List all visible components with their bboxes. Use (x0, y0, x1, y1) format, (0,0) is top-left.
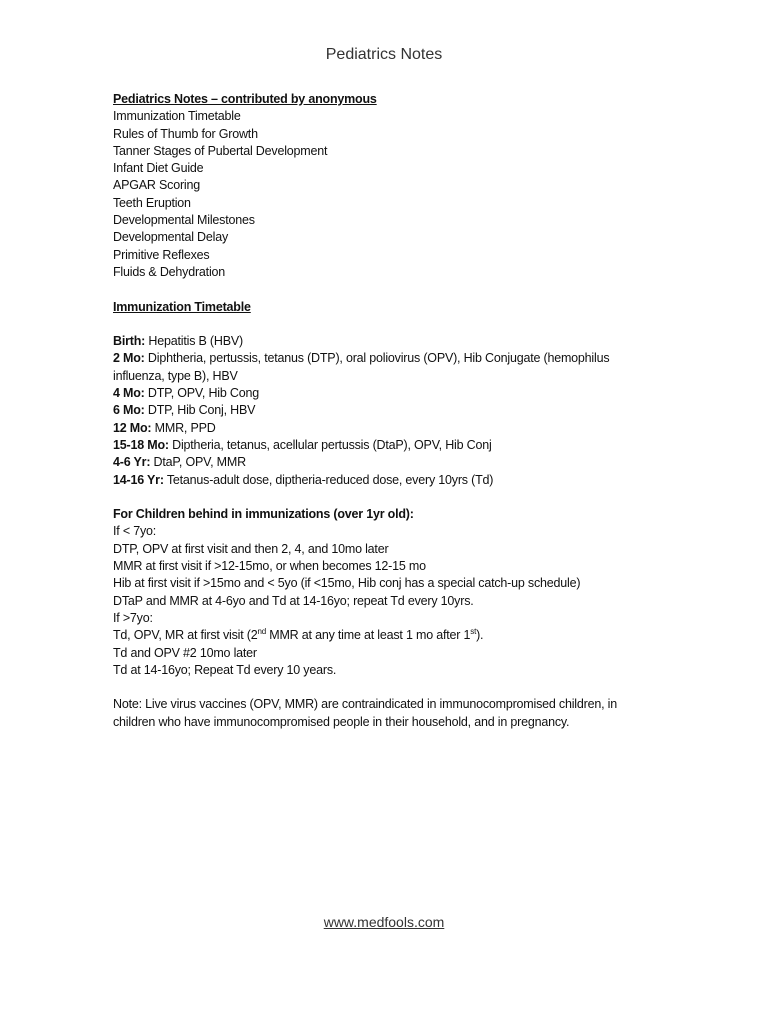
schedule-age: 4-6 Yr: (113, 455, 151, 470)
schedule-text: Diptheria, tetanus, acellular pertussis (DtaP), OPV, Hib Conj (168, 437, 492, 452)
schedule-age: 2 Mo: (113, 351, 145, 366)
toc-item-growth: Rules of Thumb for Growth (113, 126, 258, 141)
schedule-text: DtaP, OPV, MMR (150, 455, 246, 470)
page-title: Pediatrics Notes (325, 46, 443, 63)
schedule-text: Diphtheria, pertussis, tetanus (DTP), oral poliovirus (OPV), Hib Conjugate (hemophilus influenza, type B), HBV (113, 351, 610, 383)
schedule-text: DTP, OPV, Hib Cong (144, 386, 259, 401)
catchup-line: Td, OPV, MR at first visit (2nd MMR at any time at least 1 mo after 1st). (113, 627, 484, 643)
toc-item-apgar: APGAR Scoring (113, 178, 201, 193)
schedule-row (113, 333, 653, 350)
catchup-line: DTP, OPV at first visit and then 2, 4, and 10mo later (113, 541, 389, 556)
vaccine-note: Note: Live virus vaccines (OPV, MMR) are contraindicated in immunocompromised children, in children who have immunocompromised people in their household, and in pregnancy. (113, 697, 617, 729)
schedule-row (113, 454, 653, 471)
catchup-line: DTaP and MMR at 4-6yo and Td at 14-16yo; repeat Td every 10yrs. (113, 593, 474, 608)
schedule-age: 4 Mo: (113, 386, 145, 401)
schedule-row (113, 420, 653, 437)
catchup-over7-label: If >7yo: (113, 610, 153, 625)
schedule-text: Tetanus-adult dose, diptheria-reduced dose, every 10yrs (Td) (163, 472, 494, 487)
catchup-line: Hib at first visit if >15mo and < 5yo (if <15mo, Hib conj has a special catch-up schedule) (113, 576, 581, 591)
schedule-row (113, 472, 653, 489)
toc-item-fluids: Fluids & Dehydration (113, 264, 226, 279)
schedule-age: 14-16 Yr: (113, 472, 164, 487)
schedule-text: Hepatitis B (HBV) (145, 334, 243, 349)
schedule-text: MMR, PPD (151, 420, 216, 435)
schedule-row (113, 437, 653, 454)
schedule-age: 15-18 Mo: (113, 437, 169, 452)
footer-link[interactable]: www.medfools.com (323, 914, 445, 930)
catchup-heading: For Children behind in immunizations (over 1yr old): (113, 507, 414, 522)
catchup-line: Td at 14-16yo; Repeat Td every 10 years. (113, 662, 337, 677)
catchup-line: Td and OPV #2 10mo later (113, 645, 257, 660)
toc-item-immunization: Immunization Timetable (113, 109, 241, 124)
toc-item-delay: Developmental Delay (113, 230, 229, 245)
schedule-age: 12 Mo: (113, 420, 152, 435)
schedule-row (113, 350, 653, 385)
toc-item-diet: Infant Diet Guide (113, 161, 204, 176)
toc-item-teeth: Teeth Eruption (113, 195, 191, 210)
schedule-text: DTP, Hib Conj, HBV (144, 403, 256, 418)
immunization-heading: Immunization Timetable (113, 299, 251, 314)
document-body (113, 91, 653, 731)
catchup-line: MMR at first visit if >12-15mo, or when becomes 12-15 mo (113, 559, 426, 574)
schedule-age: 6 Mo: (113, 403, 145, 418)
catchup-under7-label: If < 7yo: (113, 524, 157, 539)
schedule-row (113, 385, 653, 402)
toc-item-milestones: Developmental Milestones (113, 213, 255, 228)
schedule-row (113, 402, 653, 419)
toc-item-tanner: Tanner Stages of Pubertal Development (113, 143, 328, 158)
schedule-age: Birth: (113, 334, 146, 349)
toc-item-reflexes: Primitive Reflexes (113, 247, 210, 262)
toc-heading: Pediatrics Notes – contributed by anonymous (113, 92, 377, 106)
